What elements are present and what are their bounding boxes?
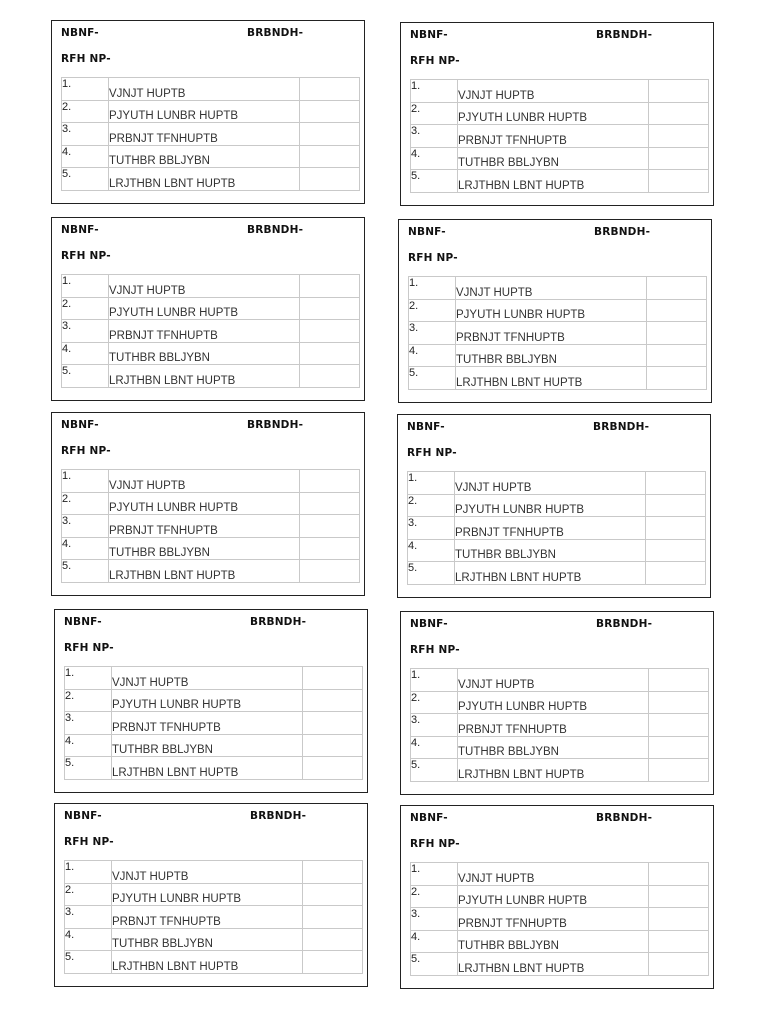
table-row [65, 861, 363, 884]
roll-number-label: RFH NP- [407, 447, 457, 459]
subject-table [407, 471, 706, 585]
mark-cell [649, 953, 709, 976]
subject-name: TUTHBR BBLJYBN [112, 928, 303, 951]
mark-cell [646, 539, 706, 562]
row-number: 5. [411, 953, 458, 976]
row-number: 5. [411, 759, 458, 782]
row-number: 3. [411, 125, 458, 148]
row-number: 2. [65, 883, 112, 906]
row-number: 1. [409, 277, 456, 300]
row-number: 5. [65, 951, 112, 974]
mark-cell [300, 100, 360, 123]
subject-name: PRBNJT TFNHUPTB [458, 125, 649, 148]
row-number: 3. [62, 123, 109, 146]
subject-name: PRBNJT TFNHUPTB [458, 908, 649, 931]
row-number: 4. [65, 734, 112, 757]
table-row [65, 928, 363, 951]
table-row [411, 930, 709, 953]
subject-table [61, 469, 360, 583]
table-row [65, 712, 363, 735]
mark-cell [303, 883, 363, 906]
student-card [400, 611, 714, 795]
mark-cell [647, 322, 707, 345]
mark-cell [646, 472, 706, 495]
mark-cell [300, 78, 360, 101]
batch-label: BRBNDH- [596, 29, 653, 41]
row-number: 3. [411, 714, 458, 737]
roll-number-label: RFH NP- [64, 836, 114, 848]
subject-name: LRJTHBN LBNT HUPTB [458, 953, 649, 976]
mark-cell [647, 299, 707, 322]
table-row [411, 759, 709, 782]
mark-cell [649, 736, 709, 759]
table-row [411, 736, 709, 759]
table-row [62, 78, 360, 101]
subject-name: VJNJT HUPTB [109, 78, 300, 101]
row-number: 1. [62, 470, 109, 493]
table-row [62, 168, 360, 191]
mark-cell [649, 930, 709, 953]
table-row [62, 320, 360, 343]
mark-cell [649, 691, 709, 714]
table-row [411, 691, 709, 714]
subject-name: PJYUTH LUNBR HUPTB [458, 691, 649, 714]
mark-cell [300, 365, 360, 388]
subject-name: LRJTHBN LBNT HUPTB [109, 560, 300, 583]
table-row [62, 145, 360, 168]
table-row [411, 125, 709, 148]
mark-cell [303, 667, 363, 690]
mark-cell [303, 712, 363, 735]
student-card [400, 805, 714, 989]
subject-table [64, 666, 363, 780]
mark-cell [300, 145, 360, 168]
name-label: NBNF- [61, 27, 99, 39]
row-number: 5. [411, 170, 458, 193]
name-label: NBNF- [64, 616, 102, 628]
subject-name: TUTHBR BBLJYBN [456, 344, 647, 367]
subject-name: LRJTHBN LBNT HUPTB [109, 365, 300, 388]
student-card [51, 217, 365, 401]
row-number: 4. [409, 344, 456, 367]
table-row [62, 537, 360, 560]
row-number: 5. [62, 168, 109, 191]
subject-name: PRBNJT TFNHUPTB [455, 517, 646, 540]
subject-name: PJYUTH LUNBR HUPTB [458, 885, 649, 908]
mark-cell [646, 517, 706, 540]
subject-name: PJYUTH LUNBR HUPTB [112, 689, 303, 712]
row-number: 2. [62, 492, 109, 515]
subject-name: LRJTHBN LBNT HUPTB [456, 367, 647, 390]
subject-name: TUTHBR BBLJYBN [458, 930, 649, 953]
table-row [62, 470, 360, 493]
roll-number-label: RFH NP- [410, 838, 460, 850]
student-card [54, 609, 368, 793]
roll-number-label: RFH NP- [61, 445, 111, 457]
mark-cell [303, 757, 363, 780]
mark-cell [300, 515, 360, 538]
row-number: 4. [411, 147, 458, 170]
row-number: 5. [408, 562, 455, 585]
subject-name: VJNJT HUPTB [458, 669, 649, 692]
batch-label: BRBNDH- [596, 618, 653, 630]
mark-cell [300, 342, 360, 365]
subject-name: PRBNJT TFNHUPTB [458, 714, 649, 737]
row-number: 4. [62, 145, 109, 168]
row-number: 4. [65, 928, 112, 951]
table-row [411, 953, 709, 976]
table-row [411, 170, 709, 193]
batch-label: BRBNDH- [594, 226, 651, 238]
mark-cell [300, 492, 360, 515]
table-row [62, 492, 360, 515]
student-card [51, 412, 365, 596]
row-number: 1. [411, 669, 458, 692]
subject-table [410, 668, 709, 782]
roll-number-label: RFH NP- [410, 644, 460, 656]
table-row [408, 494, 706, 517]
table-row [62, 515, 360, 538]
table-row [65, 906, 363, 929]
subject-name: PJYUTH LUNBR HUPTB [109, 100, 300, 123]
name-label: NBNF- [61, 419, 99, 431]
table-row [409, 322, 707, 345]
subject-table [64, 860, 363, 974]
table-row [409, 344, 707, 367]
table-row [65, 951, 363, 974]
row-number: 2. [65, 689, 112, 712]
mark-cell [649, 714, 709, 737]
table-row [411, 147, 709, 170]
subject-name: TUTHBR BBLJYBN [109, 342, 300, 365]
mark-cell [647, 277, 707, 300]
row-number: 1. [408, 472, 455, 495]
student-card [397, 414, 711, 598]
row-number: 4. [408, 539, 455, 562]
subject-name: PRBNJT TFNHUPTB [109, 515, 300, 538]
table-row [62, 297, 360, 320]
table-row [409, 367, 707, 390]
batch-label: BRBNDH- [250, 616, 307, 628]
row-number: 3. [65, 906, 112, 929]
mark-cell [647, 367, 707, 390]
roll-number-label: RFH NP- [61, 250, 111, 262]
table-row [65, 883, 363, 906]
subject-name: PJYUTH LUNBR HUPTB [456, 299, 647, 322]
mark-cell [300, 537, 360, 560]
roll-number-label: RFH NP- [410, 55, 460, 67]
subject-name: LRJTHBN LBNT HUPTB [112, 757, 303, 780]
row-number: 3. [409, 322, 456, 345]
table-row [65, 667, 363, 690]
table-row [65, 757, 363, 780]
mark-cell [646, 562, 706, 585]
roll-number-label: RFH NP- [64, 642, 114, 654]
name-label: NBNF- [408, 226, 446, 238]
subject-table [61, 274, 360, 388]
mark-cell [303, 951, 363, 974]
table-row [408, 562, 706, 585]
table-row [409, 277, 707, 300]
subject-name: VJNJT HUPTB [458, 80, 649, 103]
table-row [62, 100, 360, 123]
row-number: 3. [408, 517, 455, 540]
batch-label: BRBNDH- [247, 419, 304, 431]
mark-cell [303, 689, 363, 712]
subject-name: PJYUTH LUNBR HUPTB [109, 492, 300, 515]
subject-name: PRBNJT TFNHUPTB [112, 906, 303, 929]
mark-cell [300, 297, 360, 320]
name-label: NBNF- [61, 224, 99, 236]
table-row [62, 275, 360, 298]
mark-cell [649, 908, 709, 931]
student-card [51, 20, 365, 204]
row-number: 1. [62, 275, 109, 298]
mark-cell [303, 928, 363, 951]
subject-name: LRJTHBN LBNT HUPTB [112, 951, 303, 974]
student-card [400, 22, 714, 206]
subject-name: VJNJT HUPTB [456, 277, 647, 300]
mark-cell [300, 275, 360, 298]
table-row [411, 102, 709, 125]
row-number: 4. [62, 537, 109, 560]
mark-cell [649, 170, 709, 193]
mark-cell [300, 560, 360, 583]
row-number: 5. [65, 757, 112, 780]
batch-label: BRBNDH- [596, 812, 653, 824]
mark-cell [647, 344, 707, 367]
table-row [62, 123, 360, 146]
subject-name: PRBNJT TFNHUPTB [109, 123, 300, 146]
mark-cell [649, 80, 709, 103]
row-number: 2. [411, 691, 458, 714]
row-number: 3. [65, 712, 112, 735]
name-label: NBNF- [410, 29, 448, 41]
mark-cell [649, 147, 709, 170]
row-number: 1. [65, 667, 112, 690]
subject-table [61, 77, 360, 191]
table-row [65, 689, 363, 712]
subject-name: PJYUTH LUNBR HUPTB [112, 883, 303, 906]
row-number: 4. [411, 736, 458, 759]
subject-name: TUTHBR BBLJYBN [455, 539, 646, 562]
subject-table [410, 79, 709, 193]
name-label: NBNF- [407, 421, 445, 433]
table-row [62, 342, 360, 365]
table-row [409, 299, 707, 322]
name-label: NBNF- [64, 810, 102, 822]
row-number: 3. [62, 320, 109, 343]
mark-cell [649, 669, 709, 692]
subject-name: TUTHBR BBLJYBN [112, 734, 303, 757]
mark-cell [303, 734, 363, 757]
row-number: 5. [409, 367, 456, 390]
row-number: 2. [62, 100, 109, 123]
row-number: 1. [65, 861, 112, 884]
row-number: 5. [62, 365, 109, 388]
subject-name: VJNJT HUPTB [458, 863, 649, 886]
row-number: 1. [411, 80, 458, 103]
batch-label: BRBNDH- [250, 810, 307, 822]
subject-name: LRJTHBN LBNT HUPTB [109, 168, 300, 191]
mark-cell [649, 759, 709, 782]
mark-cell [649, 102, 709, 125]
table-row [408, 517, 706, 540]
subject-name: PJYUTH LUNBR HUPTB [109, 297, 300, 320]
row-number: 2. [409, 299, 456, 322]
table-row [62, 365, 360, 388]
subject-name: VJNJT HUPTB [109, 275, 300, 298]
subject-name: TUTHBR BBLJYBN [109, 537, 300, 560]
name-label: NBNF- [410, 618, 448, 630]
row-number: 2. [408, 494, 455, 517]
mark-cell [303, 906, 363, 929]
table-row [411, 885, 709, 908]
row-number: 1. [411, 863, 458, 886]
table-row [411, 908, 709, 931]
subject-name: VJNJT HUPTB [109, 470, 300, 493]
subject-name: TUTHBR BBLJYBN [109, 145, 300, 168]
table-row [65, 734, 363, 757]
mark-cell [300, 168, 360, 191]
mark-cell [303, 861, 363, 884]
subject-name: PJYUTH LUNBR HUPTB [458, 102, 649, 125]
subject-name: LRJTHBN LBNT HUPTB [458, 759, 649, 782]
mark-cell [646, 494, 706, 517]
row-number: 1. [62, 78, 109, 101]
table-row [62, 560, 360, 583]
mark-cell [300, 320, 360, 343]
student-card [398, 219, 712, 403]
mark-cell [649, 885, 709, 908]
row-number: 2. [411, 102, 458, 125]
row-number: 3. [62, 515, 109, 538]
subject-name: VJNJT HUPTB [112, 861, 303, 884]
roll-number-label: RFH NP- [61, 53, 111, 65]
subject-name: PRBNJT TFNHUPTB [112, 712, 303, 735]
subject-name: PJYUTH LUNBR HUPTB [455, 494, 646, 517]
subject-name: VJNJT HUPTB [455, 472, 646, 495]
table-row [411, 714, 709, 737]
table-row [408, 539, 706, 562]
table-row [411, 669, 709, 692]
row-number: 3. [411, 908, 458, 931]
subject-name: TUTHBR BBLJYBN [458, 736, 649, 759]
table-row [411, 863, 709, 886]
subject-name: TUTHBR BBLJYBN [458, 147, 649, 170]
batch-label: BRBNDH- [247, 224, 304, 236]
row-number: 2. [411, 885, 458, 908]
mark-cell [649, 863, 709, 886]
batch-label: BRBNDH- [593, 421, 650, 433]
table-row [411, 80, 709, 103]
roll-number-label: RFH NP- [408, 252, 458, 264]
row-number: 4. [62, 342, 109, 365]
row-number: 2. [62, 297, 109, 320]
mark-cell [300, 123, 360, 146]
table-row [408, 472, 706, 495]
subject-table [408, 276, 707, 390]
subject-name: LRJTHBN LBNT HUPTB [455, 562, 646, 585]
name-label: NBNF- [410, 812, 448, 824]
mark-cell [649, 125, 709, 148]
row-number: 5. [62, 560, 109, 583]
subject-table [410, 862, 709, 976]
subject-name: LRJTHBN LBNT HUPTB [458, 170, 649, 193]
row-number: 4. [411, 930, 458, 953]
subject-name: PRBNJT TFNHUPTB [456, 322, 647, 345]
subject-name: PRBNJT TFNHUPTB [109, 320, 300, 343]
mark-cell [300, 470, 360, 493]
student-card [54, 803, 368, 987]
subject-name: VJNJT HUPTB [112, 667, 303, 690]
batch-label: BRBNDH- [247, 27, 304, 39]
